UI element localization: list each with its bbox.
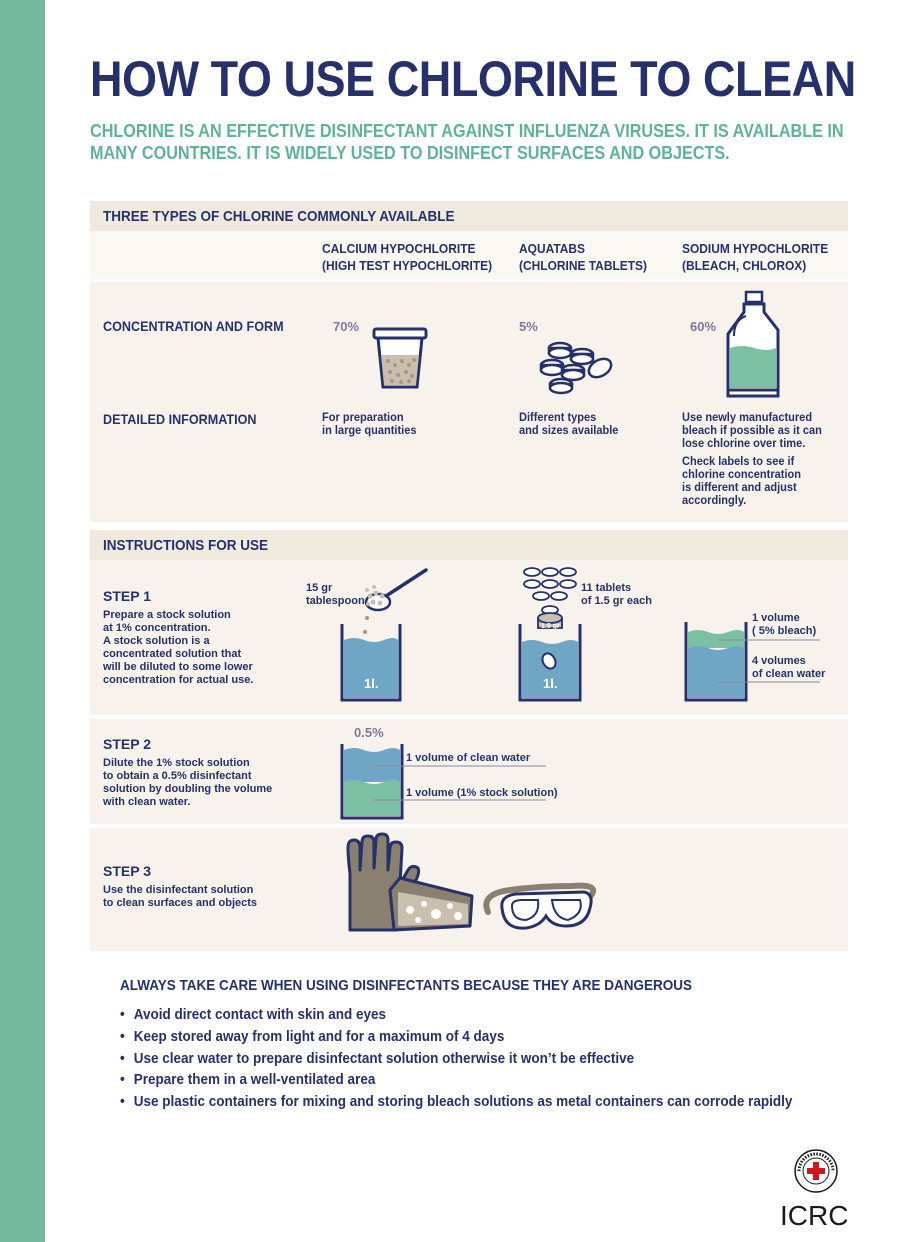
tablets-label: 11 tablets of 1.5 gr each (581, 582, 652, 607)
step1-title: STEP 1 (103, 588, 151, 604)
beaker1-volume: 1l. (364, 676, 379, 691)
warning-item: • Avoid direct contact with skin and eyes (120, 1006, 386, 1023)
col-sodium-name: SODIUM HYPOCHLORITE (BLEACH, CHLOROX) (682, 241, 829, 273)
step3-title: STEP 3 (103, 863, 151, 879)
step3-text: Use the disinfectant solution to clean surfaces and objects (103, 884, 258, 909)
water-volume-label: 4 volumes of clean water (752, 655, 826, 680)
beaker2-volume: 1l. (543, 676, 558, 691)
step2-stock-label: 1 volume (1% stock solution) (406, 787, 558, 799)
warning-item: • Use clear water to prepare disinfectant solution otherwise it won’t be effective (120, 1050, 634, 1067)
tablets-pile-icon (538, 340, 618, 395)
spoon-label: 15 gr tablespoon (306, 582, 365, 607)
spoon-beaker-icon (340, 568, 432, 702)
glove-sponge-goggles-icon (340, 834, 602, 934)
bleach-bottle-icon (722, 290, 784, 402)
warning-item: • Prepare them in a well-ventilated area (120, 1071, 375, 1088)
sodium-info-check: Check labels to see if chlorine concentration is different and adjust accordingly. (682, 454, 802, 507)
sodium-info: Use newly manufactured bleach if possible as it can lose chlorine over time. (682, 410, 822, 450)
warning-item: • Use plastic containers for mixing and storing bleach solutions as metal containers can corrode rapidly (120, 1093, 792, 1110)
row-details-label: DETAILED INFORMATION (103, 411, 257, 427)
row-concentration-label: CONCENTRATION AND FORM (103, 318, 284, 334)
step2-water-label: 1 volume of clean water (406, 752, 531, 764)
left-sidebar-stripe (0, 0, 45, 1242)
bleach-volume-label: 1 volume ( 5% bleach) (752, 612, 817, 637)
col-calcium-name: CALCIUM HYPOCHLORITE (HIGH TEST HYPOCHLORITE) (322, 241, 493, 273)
tablet-mark: 1.5 gr (541, 623, 560, 630)
warnings-heading: ALWAYS TAKE CARE WHEN USING DISINFECTANTS BECAUSE THEY ARE DANGEROUS (120, 977, 693, 994)
warning-item: • Keep stored away from light and for a maximum of 4 days (120, 1028, 504, 1045)
types-heading: THREE TYPES OF CHLORINE COMMONLY AVAILABLE (103, 208, 455, 225)
icrc-logo-text: ICRC (780, 1200, 849, 1231)
icrc-emblem-icon (793, 1148, 839, 1194)
step1-text: Prepare a stock solution at 1% concentration. A stock solution is a concentrated solution that will be diluted to some lower concentration for actual use. (103, 609, 254, 686)
page-subtitle: CHLORINE IS AN EFFECTIVE DISINFECTANT AGAINST INFLUENZA VIRUSES. IT IS AVAILABLE IN MANY COUNTRIES. IT IS WIDELY USED TO DISINFECT SURFACES AND OBJECTS. (90, 121, 844, 163)
page-title: HOW TO USE CHLORINE TO CLEAN (90, 51, 856, 107)
step2-title: STEP 2 (103, 736, 151, 752)
powder-cup-icon (370, 327, 430, 392)
step2-text: Dilute the 1% stock solution to obtain a 0.5% disinfectant solution by doubling the volume with clean water. (103, 757, 273, 808)
calcium-info: For preparation in large quantities (322, 410, 417, 437)
sodium-percent: 60% (690, 319, 717, 334)
aquatabs-info: Different types and sizes available (519, 410, 619, 437)
instructions-heading: INSTRUCTIONS FOR USE (103, 537, 269, 554)
calcium-percent: 70% (333, 319, 360, 334)
aquatabs-percent: 5% (519, 319, 538, 334)
step2-percent: 0.5% (354, 725, 384, 740)
col-aquatabs-name: AQUATABS (CHLORINE TABLETS) (519, 241, 648, 273)
